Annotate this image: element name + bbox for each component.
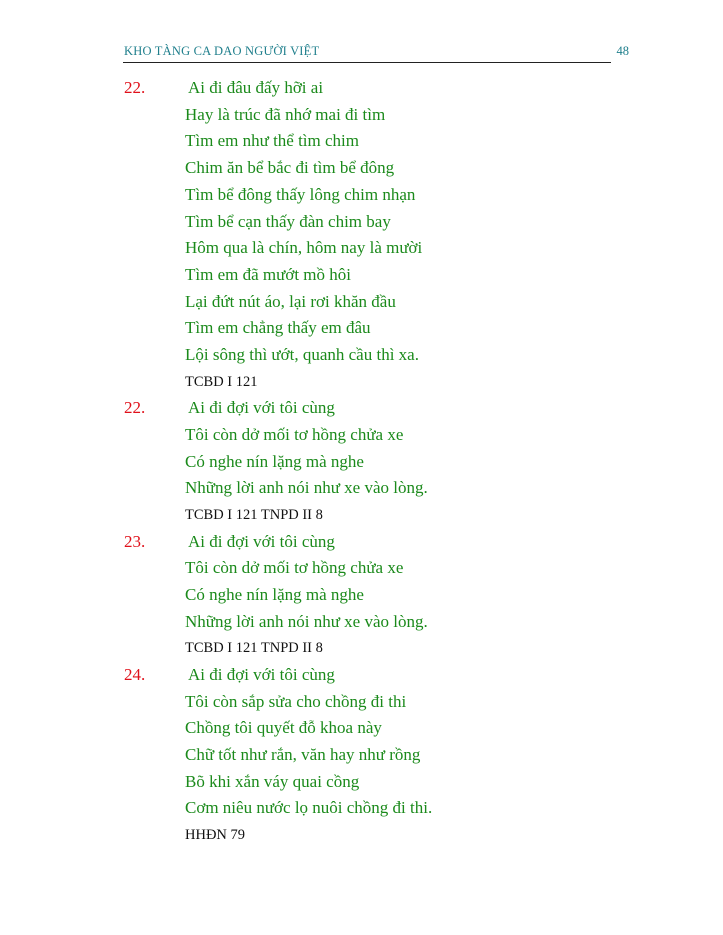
verse-line: Tìm em chẳng thấy em đâu <box>185 318 371 338</box>
verse-line: Chữ tốt như rắn, văn hay như rồng <box>185 744 421 764</box>
verse-line: Hôm qua là chín, hôm nay là mười <box>185 238 423 258</box>
verse-line: Ai đi đợi với tôi cùng <box>188 664 335 684</box>
verse-line: Ai đi đâu đấy hỡi ai <box>188 78 324 97</box>
verse-line: Ai đi đợi với tôi cùng <box>188 398 335 418</box>
source-citation: TCBD I 121 TNPD II 8 <box>185 507 323 523</box>
verse-line: Những lời anh nói như xe vào lòng. <box>185 611 428 631</box>
source-citation: TCBD I 121 <box>185 373 258 390</box>
source-citation: TCBD I 121 TNPD II 8 <box>185 640 323 657</box>
entry-number: 23. <box>124 531 146 551</box>
verse-line: Tìm bể cạn thấy đàn chim bay <box>185 211 391 231</box>
book-title: KHO TÀNG CA DAO NGƯỜI VIỆT <box>124 44 320 58</box>
verse-line: Cơm niêu nước lọ nuôi chồng đi thi. <box>185 798 433 818</box>
verse-line: Ai đi đợi với tôi cùng <box>188 531 335 551</box>
entry-number: 24. <box>124 664 146 684</box>
source-citation: HHĐN 79 <box>185 827 246 843</box>
verse-line: Bõ khi xắn váy quai cồng <box>185 771 360 791</box>
entry-number: 22. <box>124 398 146 418</box>
verse-line: Chồng tôi quyết đỗ khoa này <box>185 718 382 738</box>
verse-line: Những lời anh nói như xe vào lòng. <box>185 478 428 498</box>
verse-line: Tôi còn dở mối tơ hồng chửa xe <box>185 424 404 444</box>
verse-line: Lội sông thì ướt, quanh cầu thì xa. <box>185 345 419 364</box>
verse-line: Tìm em đã mướt mồ hôi <box>185 264 351 284</box>
verse-line: Tìm em như thể tìm chim <box>185 131 359 151</box>
verse-line: Tôi còn sắp sửa cho chồng đi thi <box>185 691 407 711</box>
entry-number: 22. <box>124 78 146 97</box>
verse-line: Có nghe nín lặng mà nghe <box>185 584 364 604</box>
verse-line: Lại đứt nút áo, lại rơi khăn đầu <box>185 291 396 311</box>
verse-line: Có nghe nín lặng mà nghe <box>185 451 364 471</box>
header-divider <box>123 62 611 63</box>
verse-line: Chim ăn bể bắc đi tìm bể đông <box>185 158 395 178</box>
verse-line: Hay là trúc đã nhớ mai đi tìm <box>185 104 386 124</box>
verse-line: Tìm bể đông thấy lông chim nhạn <box>185 184 416 204</box>
page-header <box>124 44 629 62</box>
verse-line: Tôi còn dở mối tơ hồng chửa xe <box>185 558 404 578</box>
page-number: 48 <box>616 44 629 58</box>
